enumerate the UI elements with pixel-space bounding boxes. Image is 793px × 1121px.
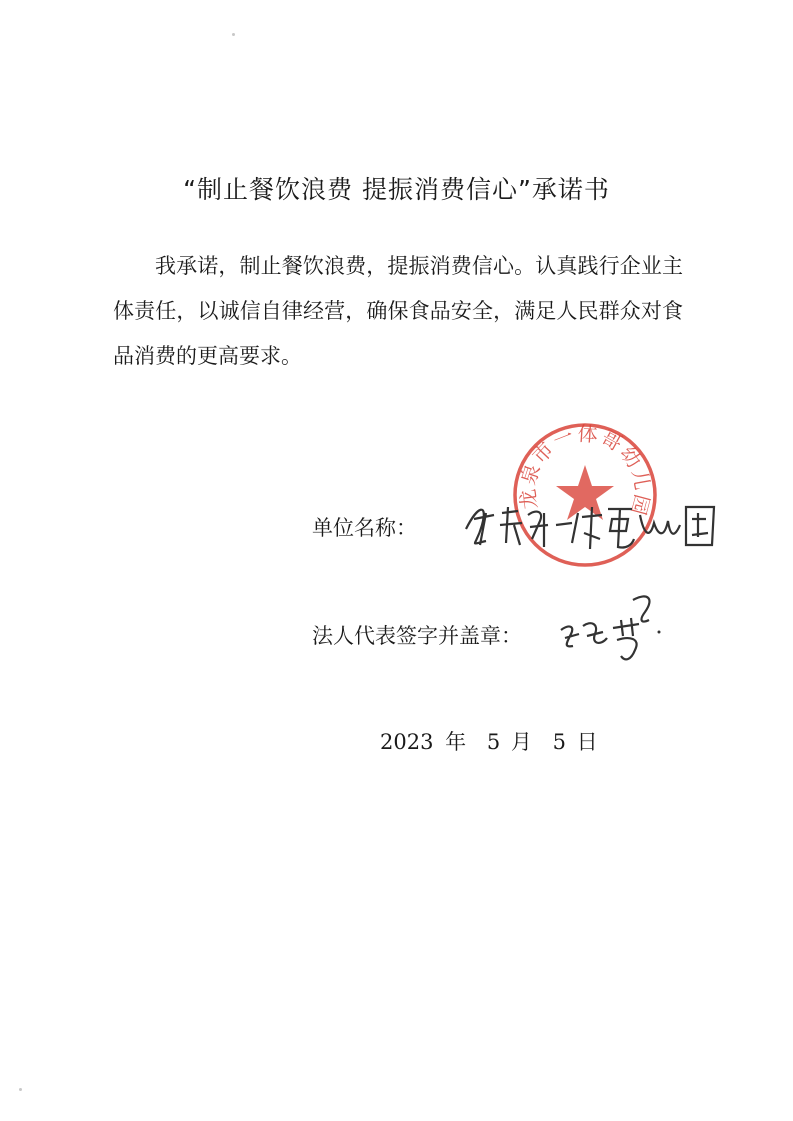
- document-title: “制止餐饮浪费 提振消费信心”承诺书: [183, 175, 610, 204]
- scan-speck: [19, 1088, 22, 1091]
- unit-name-label: 单位名称：: [312, 516, 417, 540]
- date-day: 5: [552, 730, 566, 754]
- signing-date: [380, 726, 598, 756]
- date-year: 2023: [380, 730, 434, 754]
- commitment-paragraph: 我承诺，制止餐饮浪费，提振消费信心。认真践行企业主体责任，以诚信自律经营，确保食品安全，满足人民群众对食品消费的更高要求。: [113, 254, 683, 368]
- representative-signature-label: 法人代表签字并盖章：: [312, 624, 522, 648]
- representative-handwritten-signature: [555, 590, 670, 670]
- scan-speck: [232, 33, 235, 36]
- seal-text: 龙泉市一体哥幼儿园: [515, 421, 655, 520]
- date-month-suffix: 月: [510, 730, 532, 754]
- unit-name-handwritten-signature: [460, 495, 720, 555]
- date-month: 5: [486, 730, 501, 754]
- date-day-suffix: 日: [576, 730, 598, 754]
- date-year-suffix: 年: [445, 730, 467, 754]
